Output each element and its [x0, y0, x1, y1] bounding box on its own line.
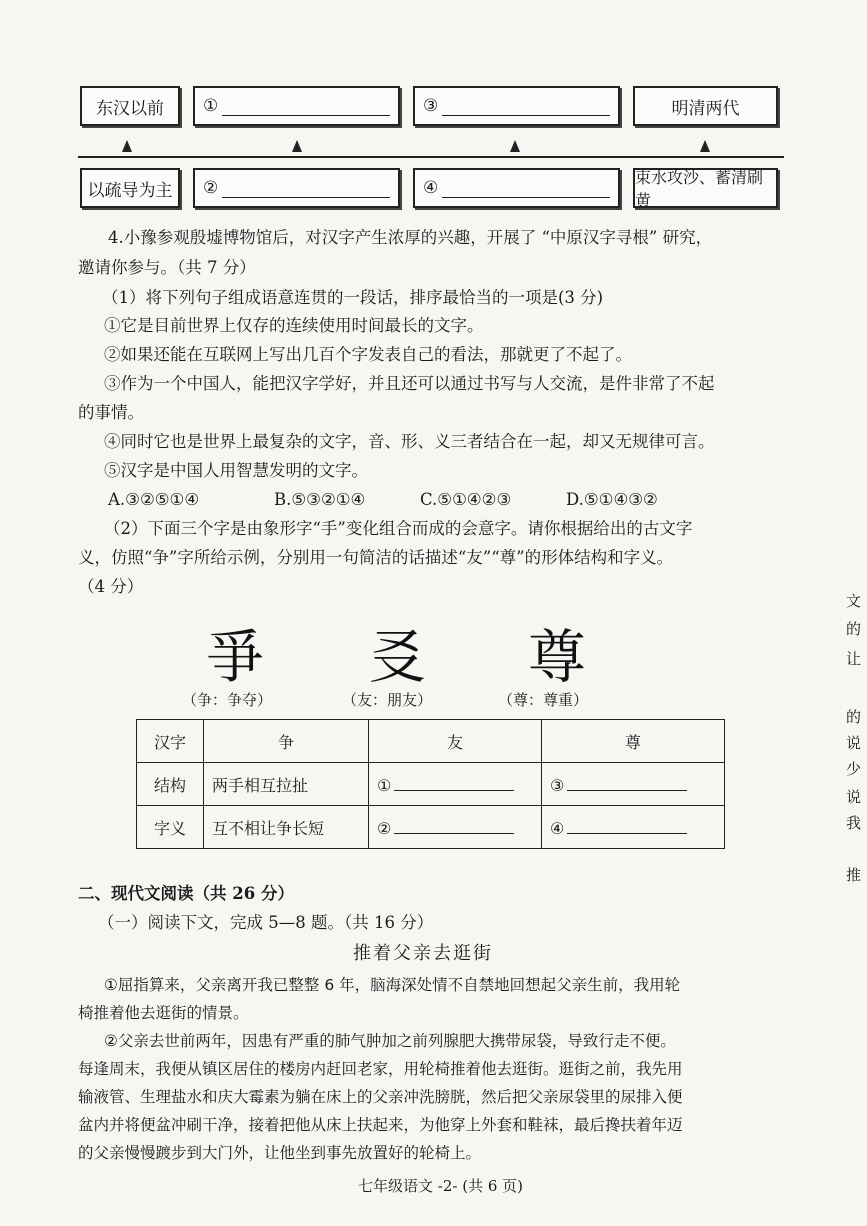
section-subtitle: （一）阅读下文，完成 5—8 题。（共 16 分）: [98, 913, 434, 932]
story-paragraph-line: 每逢周末，我便从镇区居住的楼房内赶回老家，用轮椅推着他去逛街。逛街之前，我先用: [78, 1060, 683, 1078]
timeline-box-top-3: [413, 86, 620, 126]
margin-fragment: 的: [846, 708, 862, 726]
answer-blank[interactable]: [222, 179, 390, 198]
option-c[interactable]: C.⑤①④②③: [420, 490, 512, 509]
timeline-box-top-1: [80, 86, 180, 126]
arrow-icon: [700, 140, 710, 152]
margin-fragment: 的: [846, 620, 862, 638]
table-row: [137, 806, 725, 849]
margin-fragment: 文: [846, 592, 862, 610]
arrow-icon: [292, 140, 302, 152]
table-cell[interactable]: [542, 763, 725, 806]
table-header: 尊: [542, 720, 725, 763]
page-footer: 七年级语文 -2- (共 6 页): [358, 1177, 524, 1195]
arrow-icon: [122, 140, 132, 152]
answer-blank[interactable]: [567, 774, 687, 791]
sentence-5: ⑤汉字是中国人用智慧发明的文字。: [104, 461, 368, 480]
table-cell[interactable]: [369, 806, 542, 849]
margin-fragment: 让: [846, 650, 862, 668]
glyph-caption: （友：朋友）: [342, 691, 433, 709]
sentence-2: ②如果还能在互联网上写出几百个字发表自己的看法，那就更了不起了。: [104, 345, 632, 364]
option-d[interactable]: D.⑤①④③②: [566, 490, 658, 509]
answer-blank[interactable]: [442, 179, 610, 198]
sentence-3b: 的事情。: [78, 403, 144, 422]
timeline-label: 束水攻沙、蓄清刷黄: [635, 168, 764, 210]
q4-sub2-line3: （4 分）: [78, 577, 144, 596]
blank-number: ③: [423, 96, 439, 116]
q4-sub2-line1: （2）下面三个字是由象形字“手”变化组合而成的会意字。请你根据给出的古文字: [104, 519, 693, 538]
option-b[interactable]: B.⑤③②①④: [274, 490, 366, 509]
table-row: [137, 763, 725, 806]
timeline-axis: [78, 156, 784, 158]
ancient-glyph-zun: 尊: [528, 623, 585, 691]
blank-number: ③: [550, 775, 565, 795]
margin-fragment: 推: [846, 866, 862, 884]
sentence-1: ①它是目前世界上仅存的连续使用时间最长的文字。: [104, 316, 484, 335]
table-cell: 互不相让争长短: [204, 806, 369, 849]
table-cell: 两手相互拉扯: [204, 763, 369, 806]
answer-blank[interactable]: [567, 817, 687, 834]
sentence-3a: ③作为一个中国人，能把汉字学好，并且还可以通过书写与人交流，是件非常了不起: [104, 374, 715, 393]
story-paragraph-line: 盆内并将便盆冲刷干净，接着把他从床上扶起来，为他穿上外套和鞋袜，最后搀扶着年迈: [78, 1116, 683, 1134]
story-paragraph-line: 椅推着他去逛街的情景。: [78, 1004, 249, 1022]
sentence-4: ④同时它也是世界上最复杂的文字，音、形、义三者结合在一起，却又无规律可言。: [104, 432, 715, 451]
margin-fragment: 说: [846, 788, 862, 806]
ancient-glyph-zheng: 爭: [206, 623, 263, 691]
table-cell[interactable]: [542, 806, 725, 849]
q4-stem-line2: 邀请你参与。（共 7 分）: [78, 258, 256, 277]
arrow-icon: [510, 140, 520, 152]
timeline-label: 东汉以前: [96, 98, 164, 119]
table-header: 友: [369, 720, 542, 763]
table-header: 汉字: [137, 720, 204, 763]
glyph-caption: （争：争夺）: [182, 691, 273, 709]
story-title: 推着父亲去逛街: [353, 943, 493, 964]
timeline-label: 明清两代: [671, 98, 740, 119]
answer-blank[interactable]: [394, 817, 514, 834]
answer-blank[interactable]: [442, 97, 610, 116]
row-label: 结构: [137, 763, 204, 806]
margin-fragment: 说: [846, 734, 862, 752]
story-paragraph-line: ②父亲去世前两年，因患有严重的肺气肿加之前列腺肥大携带尿袋，导致行走不便。: [104, 1032, 676, 1050]
section-title: 二、现代文阅读（共 26 分）: [78, 884, 294, 903]
q4-sub2-line2: 义，仿照“争”字所给示例，分别用一句简洁的话描述“友”“尊”的形体结构和字义。: [78, 548, 674, 567]
blank-number: ④: [550, 818, 565, 838]
row-label: 字义: [137, 806, 204, 849]
timeline-box-top-4: [633, 86, 778, 126]
table-row: [137, 720, 725, 763]
answer-blank[interactable]: [394, 774, 514, 791]
q4-sub1: （1）将下列句子组成语意连贯的一段话，排序最恰当的一项是(3 分): [102, 288, 604, 307]
timeline-box-bottom-1: [80, 168, 180, 208]
timeline-label: 以疏导为主: [87, 180, 173, 201]
timeline-box-bottom-3: [413, 168, 620, 208]
margin-fragment: 我: [846, 814, 862, 832]
blank-number: ①: [377, 775, 392, 795]
answer-blank[interactable]: [222, 97, 390, 116]
glyph-caption: （尊：尊重）: [498, 691, 589, 709]
timeline-box-bottom-2: [193, 168, 400, 208]
blank-number: ①: [203, 96, 219, 116]
margin-fragment: 少: [846, 760, 862, 778]
timeline-box-top-2: [193, 86, 400, 126]
timeline-box-bottom-4: [633, 168, 778, 208]
ancient-glyph-you: 㕛: [368, 623, 425, 691]
table-cell[interactable]: [369, 763, 542, 806]
blank-number: ②: [203, 178, 219, 198]
blank-number: ②: [377, 818, 392, 838]
story-paragraph-line: 输液管、生理盐水和庆大霉素为躺在床上的父亲冲洗膀胱，然后把父亲尿袋里的尿排入便: [78, 1088, 683, 1106]
story-paragraph-line: 的父亲慢慢踱步到大门外，让他坐到事先放置好的轮椅上。: [78, 1144, 482, 1162]
blank-number: ④: [423, 178, 439, 198]
story-paragraph-line: ①屈指算来，父亲离开我已整整 6 年，脑海深处情不自禁地回想起父亲生前，我用轮: [104, 976, 681, 994]
table-header: 争: [204, 720, 369, 763]
option-a[interactable]: A.③②⑤①④: [108, 490, 200, 509]
glyph-table: [136, 719, 725, 849]
q4-stem-line1: 4.小豫参观殷墟博物馆后，对汉字产生浓厚的兴趣，开展了 “中原汉字寻根” 研究，: [108, 228, 713, 247]
